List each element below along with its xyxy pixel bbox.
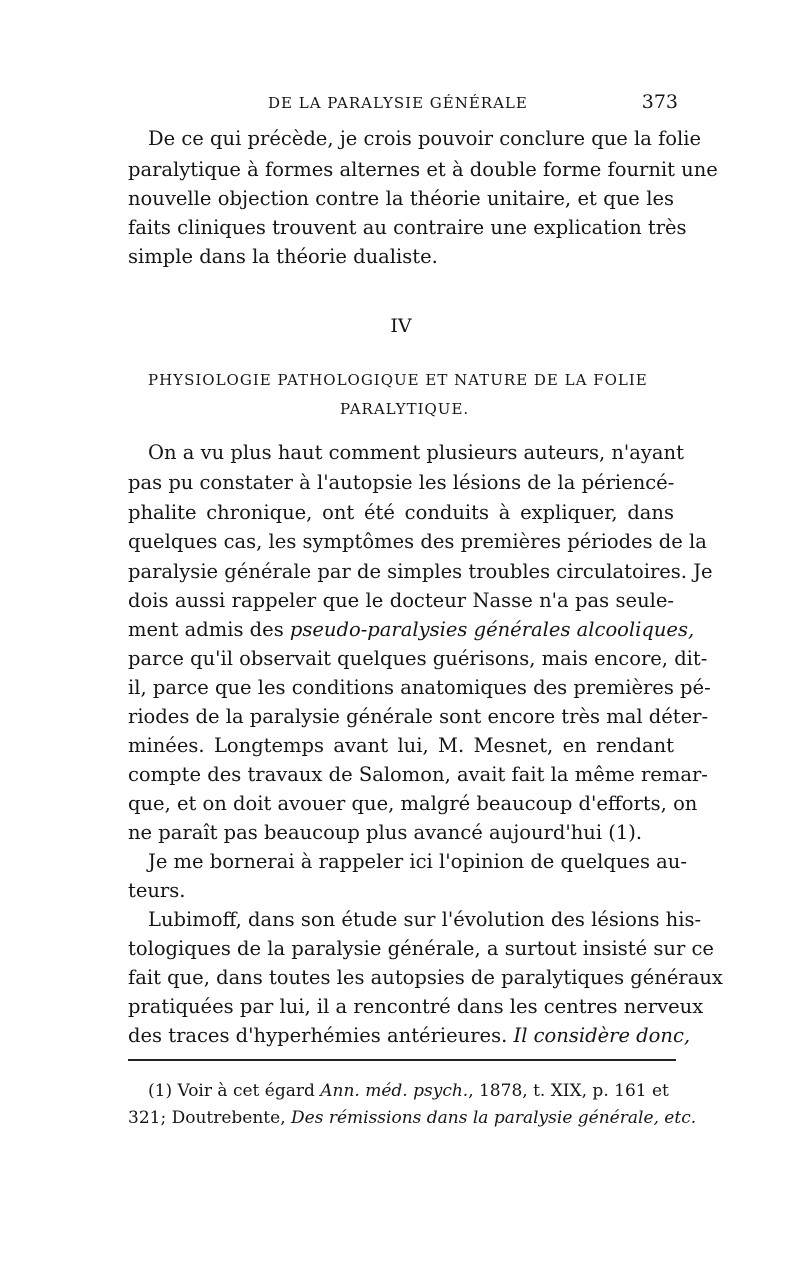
text-line: De ce qui précède, je crois pouvoir conclure que la folie xyxy=(148,127,702,150)
text-line: tologiques de la paralysie générale, a surtout insisté sur ce xyxy=(128,937,714,960)
text-line: compte des travaux de Salomon, avait fait la même remar- xyxy=(128,763,708,786)
text-line-with-italic xyxy=(128,1024,691,1047)
section-title-line-1: PHYSIOLOGIE PATHOLOGIQUE ET NATURE DE LA FOLIE xyxy=(148,371,648,389)
text-line: pas pu constater à l'autopsie les lésions de la périencé- xyxy=(128,471,675,494)
italic-text: Il considère donc, xyxy=(513,1024,691,1047)
text-line: faits cliniques trouvent au contraire une explication très xyxy=(128,216,687,239)
text-span: ment admis des xyxy=(128,618,290,641)
text-span: (1) Voir à cet égard xyxy=(148,1081,321,1101)
italic-term: pseudo-paralysies générales alcooliques, xyxy=(289,618,695,641)
text-line: pratiquées par lui, il a rencontré dans les centres nerveux xyxy=(128,995,704,1018)
text-line: Lubimoff, dans son étude sur l'évolution des lésions his- xyxy=(148,908,702,931)
text-line: ne paraît pas beaucoup plus avancé aujourd'hui (1). xyxy=(128,821,643,844)
footnote-line-1 xyxy=(148,1081,674,1101)
text-line: paralytique à formes alternes et à double forme fournit une xyxy=(128,158,718,181)
text-line: minées. Longtemps avant lui, M. Mesnet, en rendant xyxy=(128,734,674,757)
text-span: , 1878, t. XIX, p. 161 et xyxy=(468,1081,669,1101)
text-line: parce qu'il observait quelques guérisons, mais encore, dit- xyxy=(128,647,708,670)
journal-title: Ann. méd. psych. xyxy=(320,1081,469,1101)
text-line: fait que, dans toutes les autopsies de paralytiques généraux xyxy=(128,966,723,989)
text-line: simple dans la théorie dualiste. xyxy=(128,245,438,268)
text-line: On a vu plus haut comment plusieurs auteurs, n'ayant xyxy=(148,441,684,464)
text-line: il, parce que les conditions anatomiques des premières pé- xyxy=(128,676,711,699)
text-line: Je me bornerai à rappeler ici l'opinion de quelques au- xyxy=(148,850,687,873)
text-span: 321; Doutrebente, xyxy=(128,1108,292,1128)
text-line: riodes de la paralysie générale sont encore très mal déter- xyxy=(128,705,709,728)
work-title: Des rémissions dans la paralysie générale, etc. xyxy=(291,1108,697,1128)
text-line: teurs. xyxy=(128,879,186,902)
text-line: nouvelle objection contre la théorie unitaire, et que les xyxy=(128,187,674,210)
footnote-rule xyxy=(128,1059,676,1061)
text-span: des traces d'hyperhémies antérieures. xyxy=(128,1024,514,1047)
page-header xyxy=(130,88,678,116)
text-line: paralysie générale par de simples troubles circulatoires. Je xyxy=(128,560,713,583)
section-number: IV xyxy=(390,315,412,337)
text-line-with-italic xyxy=(128,618,695,641)
footnote-line-2 xyxy=(128,1108,697,1128)
section-title-line-2: PARALYTIQUE. xyxy=(340,400,470,418)
text-line: quelques cas, les symptômes des premières périodes de la xyxy=(128,530,707,553)
text-line: dois aussi rappeler que le docteur Nasse n'a pas seule- xyxy=(128,589,674,612)
text-line: phalite chronique, ont été conduits à expliquer, dans xyxy=(128,501,674,524)
running-head: DE LA PARALYSIE GÉNÉRALE xyxy=(268,94,528,112)
text-line: que, et on doit avouer que, malgré beaucoup d'efforts, on xyxy=(128,792,698,815)
page-number: 373 xyxy=(641,91,678,113)
